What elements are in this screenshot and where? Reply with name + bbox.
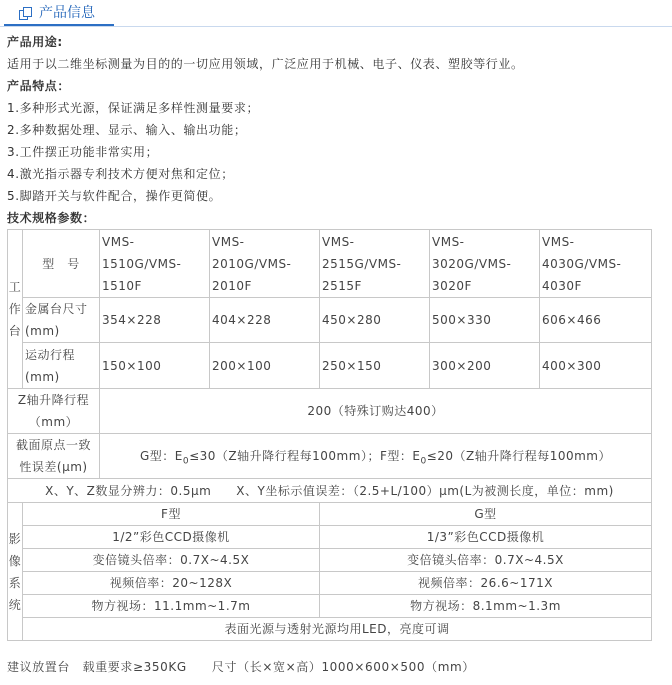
spec-heading: 技术规格参数： <box>7 211 96 225</box>
feature-item: 3.工件摆正功能非常实用； <box>7 145 159 159</box>
table-row <box>8 230 652 298</box>
origin-value <box>100 434 652 479</box>
model-cell: VMS-4030G/VMS-4030F <box>540 230 652 298</box>
travel-cell: 300×200 <box>430 343 540 389</box>
resolution-row: X、Y、Z数显分辨力：0.5μm X、Y坐标示值误差：（2.5+L/100）μm(L为被测长度，单位：mm) <box>8 479 652 503</box>
feature-item: 4.激光指示器专利技术方便对焦和定位； <box>7 167 234 181</box>
section-header <box>0 0 672 28</box>
table-size-cell: 500×330 <box>430 298 540 343</box>
model-cell: VMS-1510G/VMS-1510F <box>100 230 210 298</box>
g-zoom: 变倍镜头倍率：0.7X~4.5X <box>320 549 652 572</box>
feature-item: 5.脚踏开关与软件配合，操作更简便。 <box>7 189 222 203</box>
f-video: 视频倍率：20~128X <box>23 572 320 595</box>
light-row: 表面光源与透射光源均用LED，亮度可调 <box>23 618 652 641</box>
model-cell: VMS-2010G/VMS-2010F <box>210 230 320 298</box>
imaging-label: 影像系统 <box>8 503 23 641</box>
f-type-header: F型 <box>23 503 320 526</box>
table-row <box>8 434 652 479</box>
table-row <box>8 549 652 572</box>
product-intro <box>7 31 667 229</box>
document-copy-icon <box>19 7 32 20</box>
model-cell: VMS-3020G/VMS-3020F <box>430 230 540 298</box>
table-row <box>8 298 652 343</box>
table-row <box>8 572 652 595</box>
travel-label: 运动行程(mm) <box>23 343 100 389</box>
f-zoom: 变倍镜头倍率：0.7X~4.5X <box>23 549 320 572</box>
use-heading: 产品用途: <box>7 35 63 49</box>
g-video: 视频倍率：26.6~171X <box>320 572 652 595</box>
table-size-cell: 606×466 <box>540 298 652 343</box>
footer-note: 建议放置台 载重要求≥350KG 尺寸（长×宽×高）1000×600×500（mm） <box>7 660 475 674</box>
g-type-header: G型 <box>320 503 652 526</box>
table-row <box>8 618 652 641</box>
table-row <box>8 503 652 526</box>
g-field: 物方视场：8.1mm~1.3m <box>320 595 652 618</box>
spec-table <box>7 229 652 641</box>
origin-subscript: 0 <box>182 456 190 467</box>
section-title: 产品信息 <box>39 5 95 21</box>
header-divider <box>0 26 672 27</box>
f-field: 物方视场：11.1mm~1.7m <box>23 595 320 618</box>
travel-cell: 200×100 <box>210 343 320 389</box>
table-size-cell: 354×228 <box>100 298 210 343</box>
table-row <box>8 526 652 549</box>
feature-heading: 产品特点： <box>7 79 71 93</box>
model-label: 型 号 <box>23 230 100 298</box>
feature-item: 2.多种数据处理、显示、输入、输出功能； <box>7 123 247 137</box>
z-value: 200（特殊订购达400） <box>100 389 652 434</box>
table-size-label: 金属台尺寸(mm) <box>23 298 100 343</box>
travel-cell: 250×150 <box>320 343 430 389</box>
origin-f-rest: ≤20（Z轴升降行程每100mm） <box>426 449 612 463</box>
origin-label: 截面原点一致性误差(μm) <box>8 434 100 479</box>
table-size-cell: 404×228 <box>210 298 320 343</box>
f-camera: 1/2”彩色CCD摄像机 <box>23 526 320 549</box>
g-camera: 1/3”彩色CCD摄像机 <box>320 526 652 549</box>
workbench-label: 工作台 <box>8 230 23 389</box>
travel-cell: 150×100 <box>100 343 210 389</box>
table-row <box>8 343 652 389</box>
feature-item: 1.多种形式光源，保证满足多样性测量要求； <box>7 101 260 115</box>
table-row <box>8 389 652 434</box>
model-cell: VMS-2515G/VMS-2515F <box>320 230 430 298</box>
travel-cell: 400×300 <box>540 343 652 389</box>
table-row <box>8 595 652 618</box>
table-row <box>8 479 652 503</box>
origin-subscript: 0 <box>420 456 427 467</box>
origin-g-rest: ≤30（Z轴升降行程每100mm）；F型：E <box>189 449 421 463</box>
table-size-cell: 450×280 <box>320 298 430 343</box>
use-text: 适用于以二维坐标测量为目的的一切应用领域，广泛应用于机械、电子、仪表、塑胶等行业。 <box>7 57 524 71</box>
origin-g-prefix: G型：E <box>139 449 183 463</box>
z-label: Z轴升降行程（mm） <box>8 389 100 434</box>
